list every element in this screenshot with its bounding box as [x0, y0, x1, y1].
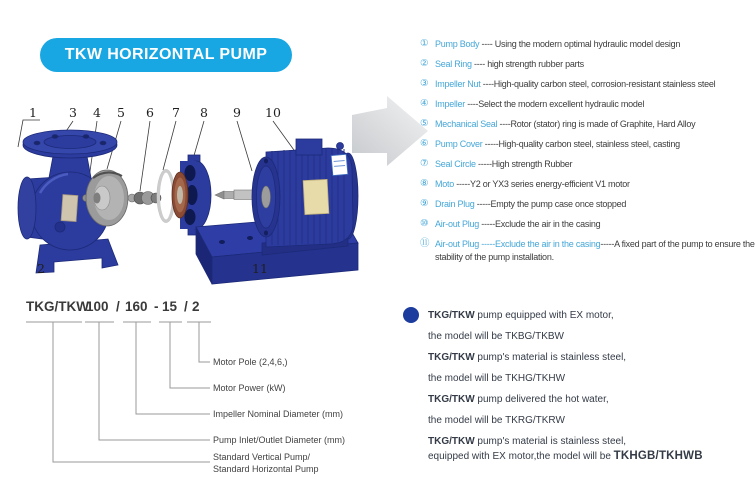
part-name: Drain Plug	[435, 199, 477, 209]
note-text: equipped with EX motor,the model will be	[428, 450, 614, 462]
callout-11: 11	[252, 261, 268, 276]
part-number-badge: ⑪	[420, 238, 430, 249]
model-label-motor-pole: Motor Pole (2,4,6,)	[213, 357, 288, 367]
model-separator-slash1: /	[116, 299, 120, 314]
model-label-inlet-diameter: Pump Inlet/Outlet Diameter (mm)	[213, 435, 346, 445]
notes-lines	[428, 310, 748, 472]
parts-list-item	[420, 38, 756, 51]
parts-list-item	[420, 58, 756, 71]
callout-3: 3	[69, 105, 77, 120]
part-description: -----Empty the pump case once stopped	[476, 199, 627, 209]
note-text: the model will be TKHG/TKHW	[428, 373, 566, 384]
part-description: ----High-quality carbon steel, corrosion-resistant stainless steel	[482, 79, 716, 89]
part-name-continued: -----Exclude the air in the casing	[481, 239, 601, 249]
callout-8: 8	[200, 105, 208, 120]
part-number-badge: ①	[420, 38, 429, 49]
part-name: Impeller Nut	[435, 79, 483, 89]
note-model-prefix: TKG/TKW	[428, 352, 475, 363]
part-number-badge: ⑨	[420, 198, 429, 209]
parts-list-item	[420, 178, 756, 191]
model-segment-inlet: 100	[86, 299, 109, 314]
part-name: Air-out Plug	[435, 219, 482, 229]
model-segment-impeller: 160	[125, 299, 148, 314]
parts-list-item	[420, 138, 756, 151]
part-name: Mechanical Seal	[435, 119, 500, 129]
model-code-section	[20, 295, 370, 495]
part-description: ----Select the modern excellent hydraulic model	[467, 99, 645, 109]
pump-exploded-diagram	[10, 95, 430, 295]
note-line	[428, 310, 748, 323]
note-line	[428, 352, 748, 365]
note-line	[428, 331, 748, 344]
part-number-badge: ⑧	[420, 178, 429, 189]
note-text: pump's material is stainless steel,	[474, 436, 627, 447]
note-model-prefix: TKG/TKW	[428, 436, 475, 447]
part-name: Pump Body	[435, 39, 482, 49]
bullet-dot-icon	[403, 307, 419, 323]
callout-2: 2	[37, 261, 45, 276]
note-model-strong: TKHGB/TKHWB	[613, 449, 703, 462]
page-title: TKW HORIZONTAL PUMP	[40, 38, 292, 72]
part-name: Impeller	[435, 99, 468, 109]
parts-list-item	[420, 198, 756, 211]
parts-list	[420, 38, 756, 271]
part-description: -----High strength Rubber	[478, 159, 573, 169]
part-number-badge: ⑦	[420, 158, 429, 169]
note-text: pump delivered the hot water,	[474, 394, 609, 405]
mechanical-seal-illustration	[128, 192, 161, 205]
model-label-motor-power: Motor Power (kW)	[213, 383, 286, 393]
callout-4: 4	[93, 105, 101, 120]
part-description: -----A fixed part of the pump to ensure the stability of the pump installation.	[435, 239, 755, 262]
note-model-prefix: TKG/TKW	[428, 310, 475, 321]
part-number-badge: ④	[420, 98, 429, 109]
part-number-badge: ⑥	[420, 138, 429, 149]
callout-9: 9	[233, 105, 241, 120]
part-description: -----Y2 or YX3 series energy-efficient V1 motor	[456, 179, 630, 189]
note-text: the model will be TKBG/TKBW	[428, 331, 564, 342]
part-number-badge: ⑩	[420, 218, 429, 229]
note-model-prefix: TKG/TKW	[428, 394, 475, 405]
part-description: -----High-quality carbon steel, stainless steel, casting	[484, 139, 680, 149]
model-label-impeller-diameter: Impeller Nominal Diameter (mm)	[213, 409, 344, 419]
part-number-badge: ⑤	[420, 118, 429, 129]
note-text: pump's material is stainless steel,	[474, 352, 627, 363]
part-name: Pump Cover	[435, 139, 485, 149]
motor-illustration	[252, 139, 358, 255]
model-label-series-line1: Standard Vertical Pump/	[213, 452, 311, 462]
callout-1: 1	[29, 105, 37, 120]
part-description: -----Exclude the air in the casing	[481, 219, 601, 229]
model-segment-pole: 2	[192, 299, 200, 314]
parts-list-item	[420, 78, 756, 91]
note-line	[428, 415, 748, 428]
callout-5: 5	[117, 105, 125, 120]
note-text: the model will be TKRG/TKRW	[428, 415, 565, 426]
callout-6: 6	[146, 105, 154, 120]
parts-list-item	[420, 218, 756, 231]
note-line	[428, 373, 748, 386]
callout-7: 7	[172, 105, 180, 120]
part-number-badge: ②	[420, 58, 429, 69]
callout-10: 10	[265, 105, 281, 120]
parts-list-item	[420, 98, 756, 111]
model-segment-series: TKG/TKW	[26, 299, 89, 314]
part-name: Air-out Plug	[435, 239, 482, 249]
model-separator-slash2: /	[184, 299, 188, 314]
note-line	[428, 450, 748, 464]
part-name: Seal Ring	[435, 59, 475, 69]
parts-list-item	[420, 158, 756, 171]
note-line	[428, 436, 748, 449]
impeller-illustration	[86, 170, 128, 226]
part-description: ---- Using the modern optimal hydraulic model design	[481, 39, 681, 49]
model-separator-dash: -	[154, 299, 159, 314]
model-segment-power: 15	[162, 299, 178, 314]
note-line	[428, 394, 748, 407]
part-description: ---- high strength rubber parts	[474, 59, 584, 69]
part-number-badge: ③	[420, 78, 429, 89]
pump-cover-illustration	[172, 155, 211, 235]
part-name: Moto	[435, 179, 457, 189]
note-text: pump equipped with EX motor,	[474, 310, 614, 321]
part-name: Seal Circle	[435, 159, 479, 169]
part-description: ----Rotor (stator) ring is made of Graphite, Hard Alloy	[499, 119, 696, 129]
parts-list-item	[420, 118, 756, 131]
parts-list-item	[420, 238, 756, 263]
model-label-series-line2: Standard Horizontal Pump	[213, 464, 319, 474]
flow-arrow-icon	[352, 96, 428, 166]
